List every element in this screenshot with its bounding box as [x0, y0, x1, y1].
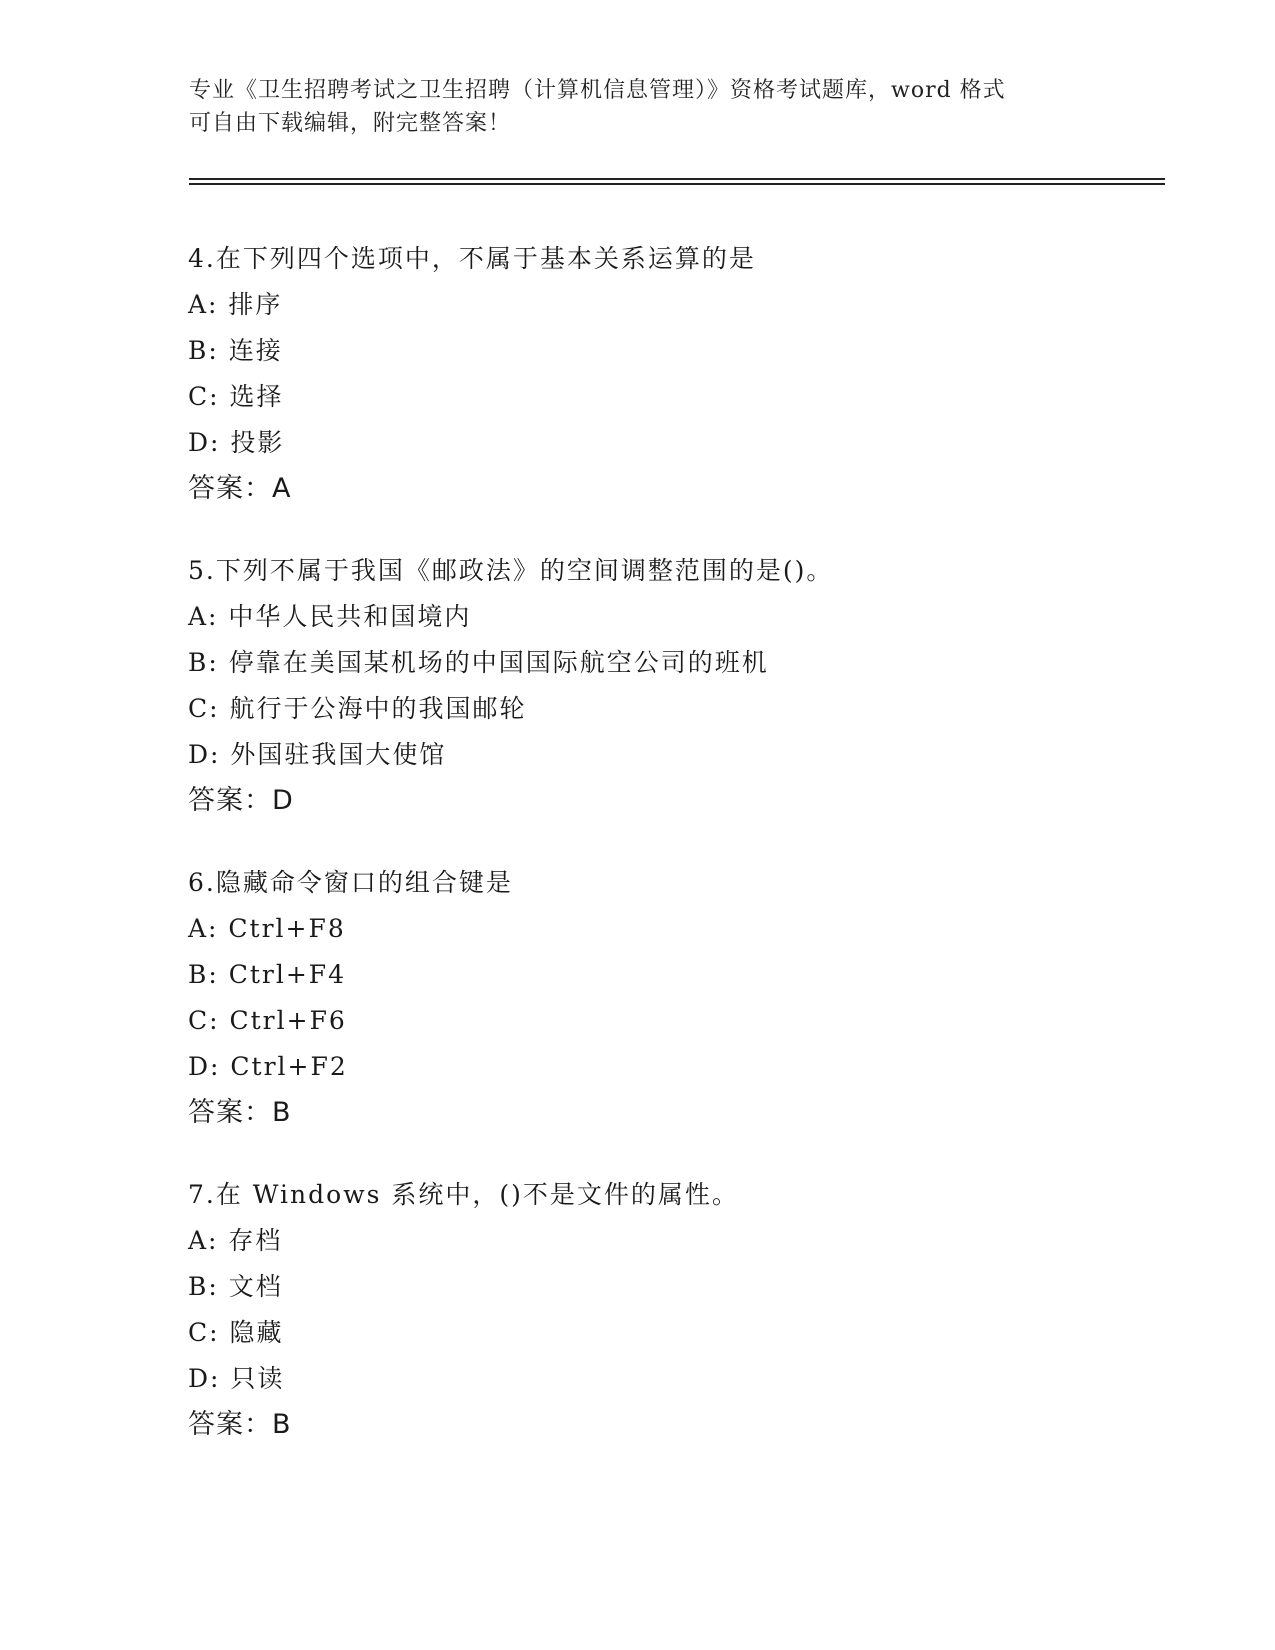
option-b: B: 连接	[188, 336, 283, 365]
answer-line: 答案：B	[188, 1097, 292, 1128]
option-a: A: Ctrl+F8	[188, 914, 346, 943]
question-stem: 5.下列不属于我国《邮政法》的空间调整范围的是()。	[188, 556, 834, 585]
option-a: A: 存档	[188, 1226, 283, 1255]
header-line-2: 可自由下载编辑，附完整答案！	[189, 111, 512, 136]
option-d: D: 外国驻我国大使馆	[188, 740, 447, 769]
question-stem: 4.在下列四个选项中，不属于基本关系运算的是	[188, 244, 756, 273]
header-line-1: 专业《卫生招聘考试之卫生招聘（计算机信息管理）》资格考试题库，word 格式	[189, 78, 1006, 103]
option-c: C: Ctrl+F6	[188, 1006, 347, 1035]
question-stem: 6.隐藏命令窗口的组合键是	[188, 868, 513, 897]
option-c: C: 航行于公海中的我国邮轮	[188, 694, 527, 723]
question-4	[188, 236, 1168, 512]
question-6	[188, 860, 1168, 1136]
option-b: B: 停靠在美国某机场的中国国际航空公司的班机	[188, 648, 769, 677]
question-7	[188, 1172, 1168, 1448]
option-d: D: Ctrl+F2	[188, 1052, 348, 1081]
question-stem: 7.在 Windows 系统中，()不是文件的属性。	[188, 1180, 739, 1209]
answer-line: 答案：B	[188, 1409, 292, 1440]
header-divider-top	[189, 178, 1165, 180]
header-divider-bottom	[189, 183, 1165, 185]
answer-line: 答案：A	[188, 473, 292, 504]
option-b: B: Ctrl+F4	[188, 960, 347, 989]
option-a: A: 排序	[188, 290, 283, 319]
document-header	[189, 74, 1089, 140]
question-list	[188, 236, 1168, 1484]
option-c: C: 选择	[188, 382, 284, 411]
option-c: C: 隐藏	[188, 1318, 284, 1347]
option-d: D: 投影	[188, 428, 285, 457]
answer-line: 答案：D	[188, 785, 294, 816]
question-5	[188, 548, 1168, 824]
option-b: B: 文档	[188, 1272, 283, 1301]
option-d: D: 只读	[188, 1364, 285, 1393]
option-a: A: 中华人民共和国境内	[188, 602, 472, 631]
